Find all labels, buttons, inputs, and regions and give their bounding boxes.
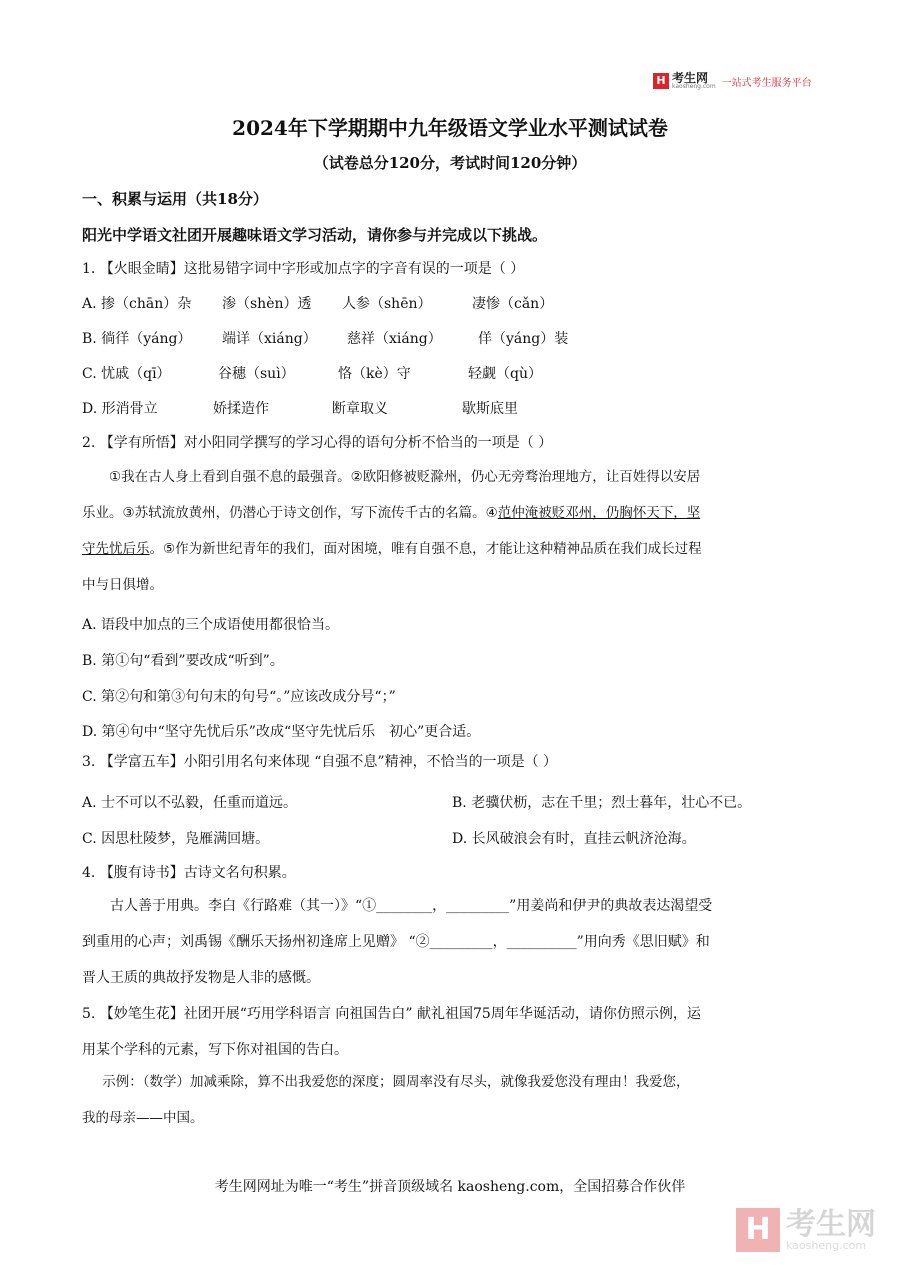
q5-stem [82, 996, 812, 1068]
watermark-text [786, 1206, 876, 1252]
q1-d-item: D. 形消骨立 [82, 401, 158, 417]
q2-option-d: D. 第④句中“坚守先忧后乐”改成“坚守先忧后乐 初心”更合适。 [82, 724, 481, 740]
logo-domain: kaosheng.com [672, 83, 716, 90]
q1-d-item: 断章取义 [332, 401, 388, 417]
watermark-icon: H [736, 1208, 780, 1252]
q1-b-item: B. 徜徉（yáng） [82, 331, 192, 347]
q2-passage-line [82, 495, 812, 531]
q5-example-line: 示例：（数学）加减乘除，算不出我爱您的深度；圆周率没有尽头，就像我爱您没有理由！我爱您， [102, 1074, 690, 1090]
q1-c-item: 谷穗（suì） [218, 366, 295, 382]
q1-b-item: 佯（yáng）装 [478, 331, 569, 347]
q1-d-item: 歇斯底里 [462, 401, 518, 417]
q4-stem: 4. 【腹有诗书】古诗文名句积累。 [82, 865, 296, 881]
q1-stem: 1. 【火眼金睛】这批易错字词中字形或加点字的字音有误的一项是（ ） [82, 261, 525, 277]
q5-line: 用某个学科的元素，写下你对祖国的告白。 [82, 1042, 348, 1058]
watermark-domain: kaosheng.com [786, 1238, 867, 1252]
q1-b-item: 慈祥（xiáng） [347, 331, 442, 347]
q2-option-a: A. 语段中加点的三个成语使用都很恰当。 [82, 617, 340, 633]
q1-a-item: 凄惨（cǎn） [472, 296, 554, 312]
page-footer: 考生网网址为唯一“考生”拼音顶级域名 kaosheng.com，全国招募合作伙伴 [214, 1179, 686, 1195]
q2-passage-line: ①我在古人身上看到自强不息的最强音。②欧阳修被贬滁州，仍心无旁骛治理地方，让百姓得以安居 [109, 469, 701, 485]
watermark-name: 考生网 [786, 1206, 876, 1242]
q2-passage-line: 中与日俱增。 [82, 577, 163, 593]
logo-icon: H [653, 73, 669, 89]
q1-a-item: A. 掺（chān）杂 [82, 296, 192, 312]
q2-passage-underlined: 范仲淹被贬邓州，仍胸怀天下，坚 [497, 505, 701, 521]
q5-example [82, 1064, 812, 1136]
q3-option-a: A. 士不可以不弘毅，任重而道远。 [82, 795, 298, 811]
q2-option-c: C. 第②句和第③句句末的句号“。”应该改成分号“；” [82, 689, 396, 705]
q3-option-b: B. 老骥伏枥，志在千里；烈士暮年，壮心不已。 [452, 795, 752, 811]
logo-slogan: 一站式考生服务平台 [721, 77, 812, 89]
section-intro: 阳光中学语文社团开展趣味语文学习活动，请你参与并完成以下挑战。 [82, 226, 548, 244]
q1-b-item: 端详（xiáng） [222, 331, 317, 347]
q1-d-item: 娇揉造作 [213, 401, 269, 417]
logo-name: 考生网 [672, 71, 709, 85]
q3-option-d: D. 长风破浪会有时，直挂云帆济沧海。 [452, 831, 696, 847]
q2-passage-underlined: 守先忧后乐 [82, 541, 150, 557]
q2-passage-line [82, 531, 812, 567]
header-logo[interactable] [653, 71, 812, 91]
q3-stem: 3. 【学富五车】小阳引用名句来体现 “自强不息”精神，不恰当的一项是（ ） [82, 754, 558, 770]
q1-a-item: 人参（shēn） [342, 296, 432, 312]
watermark-logo [736, 1208, 876, 1252]
section-heading: 一、积累与运用（共18分） [82, 190, 268, 208]
q1-a-item: 渗（shèn）透 [222, 296, 312, 312]
q1-c-item: 轻觑（qù） [468, 366, 542, 382]
q5-example-line: 我的母亲——中国。 [82, 1110, 204, 1126]
logo-text [672, 72, 716, 90]
q4-line: 古人善于用典。李白《行路难（其一）》“①________，_________”用姜尚和伊尹的典故表达渴望受 [110, 898, 713, 914]
exam-title: 2024年下学期期中九年级语文学业水平测试试卷 [232, 116, 668, 140]
q2-passage [82, 459, 812, 603]
q5-line: 5. 【妙笔生花】社团开展“巧用学科语言 向祖国告白” 献礼祖国75周年华诞活动，请你仿照示例，运 [82, 1006, 701, 1022]
exam-subtitle: （试卷总分120分，考试时间120分钟） [313, 154, 587, 172]
q2-stem: 2. 【学有所悟】对小阳同学撰写的学习心得的语句分析不恰当的一项是（ ） [82, 435, 553, 451]
q2-option-b: B. 第①句“看到”要改成“听到”。 [82, 653, 284, 669]
q4-passage [82, 888, 812, 996]
q1-c-item: C. 忧戚（qī） [82, 366, 171, 382]
q4-line: 到重用的心声；刘禹锡《酬乐天扬州初逢席上见赠》 “②_________，__________”用向秀《思旧赋》和 [82, 934, 710, 950]
q2-passage-text: 。⑤作为新世纪青年的我们，面对困境，唯有自强不息，才能让这种精神品质在我们成长过程 [149, 541, 702, 557]
q2-passage-text: 乐业。③苏轼流放黄州，仍潜心于诗文创作，写下流传千古的名篇。④ [82, 505, 498, 521]
q1-c-item: 恪（kè）守 [338, 366, 411, 382]
q3-option-c: C. 因思杜陵梦，凫雁满回塘。 [82, 831, 270, 847]
q4-line: 晋人王质的典故抒发物是人非的感慨。 [82, 970, 320, 986]
